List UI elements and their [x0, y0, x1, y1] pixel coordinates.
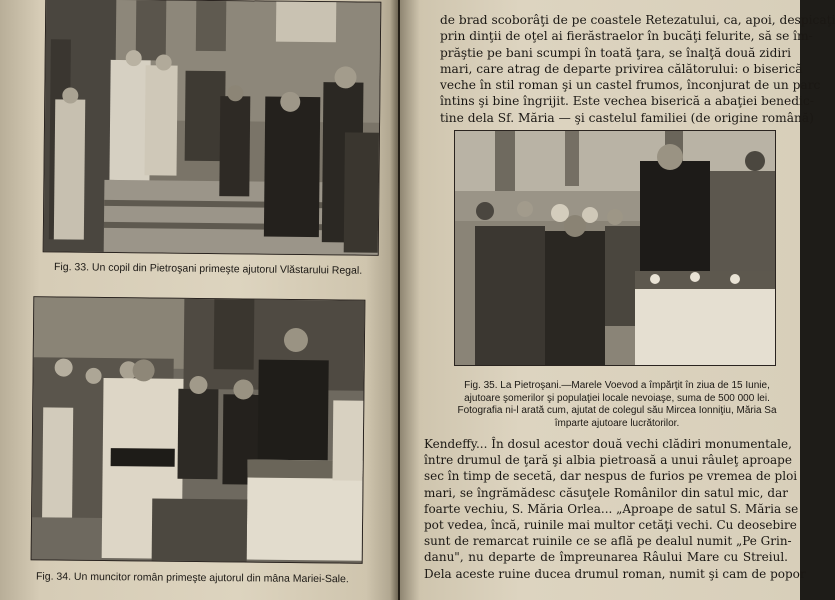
- fig35-caption: [452, 380, 782, 430]
- fig33-caption: Fig. 33. Un copil din Pietroşani primeşte ajutorul Vlăstarului Regal.: [53, 261, 363, 277]
- caption-line: împarte ajutoare lucrătorilor.: [554, 417, 680, 429]
- text-line: între drumul de ţară şi albia pietroasă a unui râuleţ aproape: [424, 453, 792, 468]
- text-line: Dela aceste ruine ducea drumul roman, numit şi cam de popor: [424, 566, 806, 581]
- text-line: de brad scoborâţi de pe coastele Retezatului, ca, apoi, despicaţi: [440, 13, 835, 27]
- text-line: sunt de remarcat ruinile ce se află pe dealul numit „Pe Grin-: [424, 534, 792, 549]
- text-line: danu", nu departe de împreunarea Râului Mare cu Streiul.: [424, 550, 788, 565]
- caption-line: Fig. 35. La Pietroşani.—Marele Voevod a împărţit în ziua de 15 Iunie,: [464, 380, 770, 391]
- text-line: sec în timp de secetă, dar nespus de furios pe vremea de ploi: [424, 469, 798, 484]
- text-line: veche în stil roman şi un castel frumos, înconjurat de un parc: [440, 78, 821, 93]
- text-line: întins şi bine îngrijit. Este vechea biserică a abaţiei benedic-: [440, 94, 814, 109]
- fig34-photo: [31, 296, 366, 563]
- paragraph-top: [440, 12, 835, 126]
- text-line: prăştie pe bani scumpi în toată ţara, se înalţă două zidiri: [440, 45, 791, 60]
- right-page: [400, 0, 835, 600]
- paragraph-bottom: [424, 436, 806, 582]
- left-page: [0, 0, 398, 600]
- text-line: foarte vechiu, S. Măria Orlea... „Aproape de satul S. Măria se: [424, 501, 799, 516]
- caption-line: Fotografia ni-l arată cum, ajutat de colegul său Mircea Ionniţiu, Măria Sa: [457, 405, 777, 416]
- fig34-caption: Fig. 34. Un muncitor român primeşte ajutorul din mâna Mariei-Sale.: [35, 570, 349, 586]
- text-line: pot vedea, încă, ruinile mai multor cetăţi vechi. Cu deosebire: [424, 518, 797, 533]
- text-line: prin dinţii de oţel ai fierăstraelor în bucăţi felurite, să se îm-: [440, 29, 813, 44]
- caption-line: ajutoare şomerilor şi populaţiei locale nevoiaşe, suma de 500 000 lei.: [464, 392, 770, 404]
- fig35-photo: [454, 130, 776, 366]
- text-line: mari, care atrag de departe privirea călătorului: o biserică: [440, 61, 803, 76]
- text-line: tine dela Sf. Măria — şi castelul familiei (de origine română): [440, 110, 814, 125]
- fig33-photo: [43, 0, 382, 256]
- text-line: mari, se îngrămădesc căsuţele Românilor din satul mic, dar: [424, 485, 788, 500]
- text-line: Kendeffy... În dosul acestor două vechi clădiri monumentale,: [424, 437, 792, 451]
